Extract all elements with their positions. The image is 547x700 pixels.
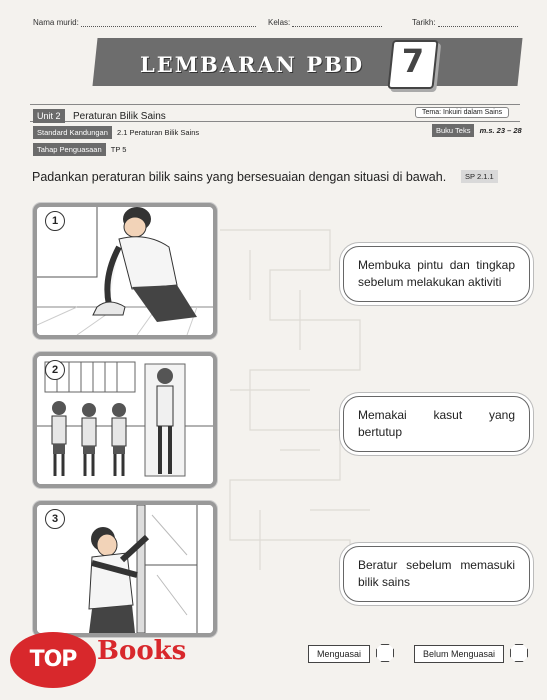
- date-field[interactable]: [412, 18, 518, 27]
- standard-tag: Standard Kandungan: [33, 126, 112, 139]
- sp-code: SP 2.1.1: [461, 170, 498, 183]
- unit-title: Peraturan Bilik Sains: [72, 111, 166, 122]
- answer-card-3-text: Beratur sebelum memasuki bilik sains: [358, 558, 515, 589]
- picture-1: [33, 203, 217, 339]
- textbook-pages: m.s. 23 – 28: [479, 126, 522, 135]
- mastered-label: Menguasai: [308, 645, 370, 663]
- mastery-tag: Tahap Penguasaan: [33, 143, 106, 156]
- instruction-text: Padankan peraturan bilik sains yang bersesuaian dengan situasi di bawah.: [32, 170, 447, 184]
- mastered-octagon-icon[interactable]: [376, 644, 394, 662]
- picture-3-number: 3: [45, 509, 65, 529]
- topbooks-logo-badge: TOP: [10, 632, 96, 688]
- not-mastered-octagon-icon[interactable]: [510, 644, 528, 662]
- standard-row: [33, 128, 199, 137]
- page-title: LEMBARAN PBD: [140, 52, 365, 77]
- picture-2-number: 2: [45, 360, 65, 380]
- class-label: Kelas:: [268, 18, 291, 27]
- textbook-row: [432, 126, 522, 135]
- not-mastered-label: Belum Menguasai: [414, 645, 504, 663]
- mastered-checkbox[interactable]: [308, 644, 394, 662]
- class-field[interactable]: [268, 18, 382, 27]
- unit-heading: [33, 106, 166, 124]
- date-label: Tarikh:: [412, 18, 436, 27]
- date-blank: [438, 18, 518, 27]
- student-name-blank: [81, 18, 256, 27]
- mastery-value: TP 5: [110, 145, 127, 154]
- class-blank: [292, 18, 382, 27]
- mastery-row: [33, 145, 126, 154]
- student-name-field[interactable]: [33, 18, 256, 27]
- theme-badge: Tema: Inkuiri dalam Sains: [415, 107, 509, 118]
- answer-card-2[interactable]: [343, 396, 530, 452]
- picture-2: [33, 352, 217, 488]
- unit-tag: Unit 2: [33, 109, 65, 123]
- picture-3: [33, 501, 217, 637]
- textbook-tag: Buku Teks: [432, 124, 474, 137]
- topbooks-logo-text: Books: [97, 636, 187, 666]
- student-name-label: Nama murid:: [33, 18, 79, 27]
- answer-card-1[interactable]: [343, 246, 530, 302]
- answer-card-3[interactable]: [343, 546, 530, 602]
- picture-1-number: 1: [45, 211, 65, 231]
- sheet-number: 7: [401, 42, 425, 80]
- answer-card-1-text: Membuka pintu dan tingkap sebelum melakukan aktiviti: [358, 258, 515, 289]
- not-mastered-checkbox[interactable]: [414, 644, 528, 662]
- answer-card-2-text: Memakai kasut yang bertutup: [358, 408, 515, 439]
- standard-value: 2.1 Peraturan Bilik Sains: [117, 128, 200, 137]
